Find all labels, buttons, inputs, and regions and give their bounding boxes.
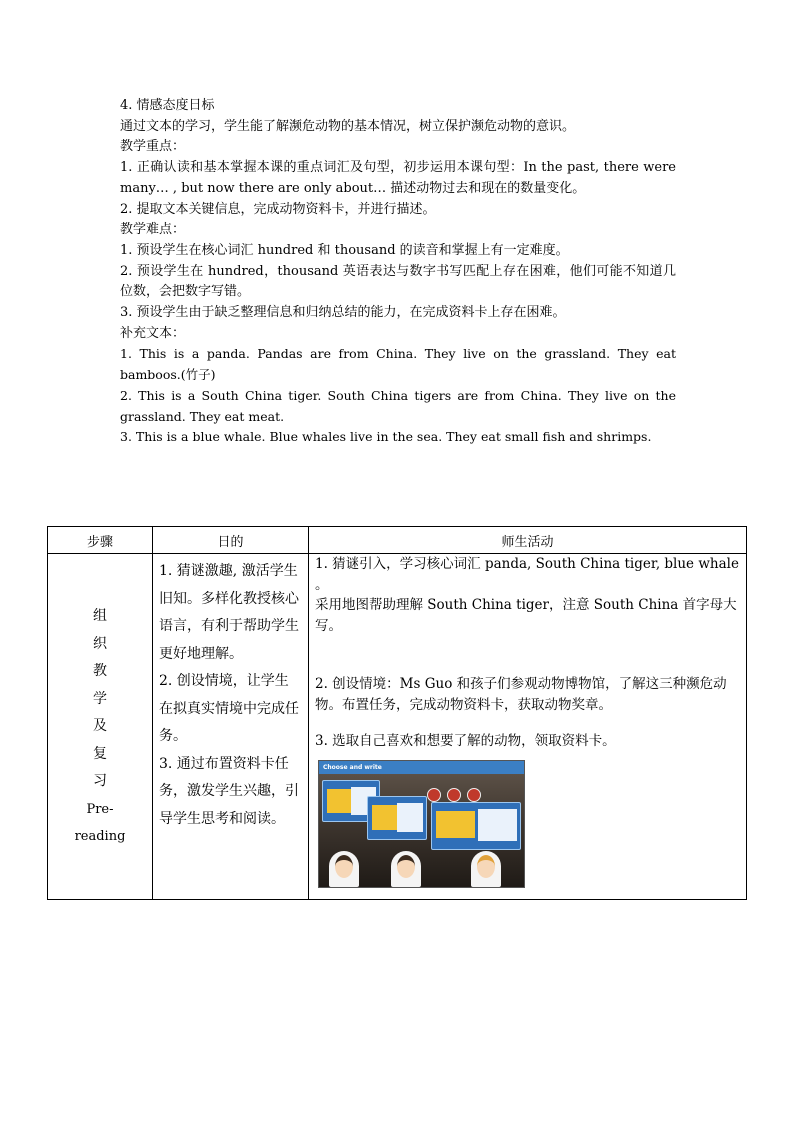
- step-char: 织: [93, 635, 107, 652]
- screenshot-header: Choose and write: [319, 761, 524, 774]
- header-activity: 师生活动: [309, 527, 747, 554]
- step-char: 组: [93, 608, 107, 625]
- step-char: 习: [93, 773, 107, 790]
- step-en: Pre-: [86, 801, 114, 817]
- medal-icon: [447, 788, 461, 802]
- text-block: [120, 96, 676, 448]
- key-point-2: 2. 提取文本关键信息，完成动物资料卡，并进行描述。: [120, 201, 436, 217]
- difficulties-heading: 教学难点：: [120, 222, 186, 238]
- medal-icon: [467, 788, 481, 802]
- step-char: 及: [93, 718, 107, 735]
- supplement-1: 1. This is a panda. Pandas are from China. They live on the grassland. They eat bamboos.(竹子): [120, 346, 676, 383]
- difficulty-2: 2. 预设学生在 hundred，thousand 英语表达与数字书写匹配上存在困难，他们可能不知道几位数，会把数字写错。: [120, 263, 676, 300]
- key-points-heading: 教学重点：: [120, 139, 186, 155]
- info-card: [367, 796, 427, 840]
- museum-background: [319, 774, 524, 887]
- header-step: 步骤: [48, 527, 153, 554]
- step-label: [75, 603, 126, 850]
- step-en: reading: [74, 828, 126, 844]
- purpose-3: 3. 通过布置资料卡任务，激发学生兴趣，引导学生思考和阅读。: [159, 755, 299, 827]
- header-purpose: 日的: [153, 527, 309, 554]
- difficulty-1: 1. 预设学生在核心词汇 hundred 和 thousand 的读音和掌握上有一定难度。: [120, 242, 569, 258]
- step-char: 学: [93, 690, 107, 707]
- supplement-heading: 补充文本：: [120, 325, 186, 341]
- activity-cell: [309, 554, 747, 900]
- activity-3: 3. 选取自己喜欢和想要了解的动物，领取资料卡。: [315, 733, 616, 749]
- lesson-table: [47, 526, 747, 900]
- key-point-1: 1. 正确认读和基本掌握本课的重点词汇及句型，初步运用本课句型：In the past, there were many… , but now there are only about… 描述动物过去和现在的数量变化。: [120, 160, 676, 196]
- purpose-1: 1. 猜谜激趣, 激活学生旧知。多样化教授核心语言，有利于帮助学生更好地理解。: [159, 563, 299, 662]
- goals-text: 通过文本的学习，学生能了解濒危动物的基本情况，树立保护濒危动物的意识。: [120, 118, 576, 134]
- supplement-3: 3. This is a blue whale. Blue whales live in the sea. They eat small fish and shrimps.: [120, 429, 652, 445]
- purpose-2: 2. 创设情境，让学生在拟真实情境中完成任务。: [159, 673, 299, 744]
- step-char: 复: [93, 745, 107, 762]
- student-avatar: [391, 851, 421, 887]
- medal-icon: [427, 788, 441, 802]
- student-avatar: [329, 851, 359, 887]
- goals-heading: 4. 情感态度日标: [120, 98, 215, 113]
- table-header-row: [48, 527, 747, 554]
- supplement-2: 2. This is a South China tiger. South China tigers are from China. They live on the grassland. They eat meat.: [120, 387, 676, 424]
- student-avatar: [471, 851, 501, 887]
- activity-1: 1. 猜谜引入，学习核心词汇 panda, South China tiger, blue whale 。: [315, 556, 739, 593]
- activity-2: 2. 创设情境：Ms Guo 和孩子们参观动物博物馆，了解这三种濒危动物。布置任务，完成动物资料卡，获取动物奖章。: [315, 676, 727, 713]
- activity-1b: 采用地图帮助理解 South China tiger，注意 South China 首字母大写。: [315, 597, 737, 634]
- table-row: [48, 554, 747, 900]
- info-card: [431, 802, 521, 850]
- purpose-cell: [153, 554, 309, 900]
- step-cell: [48, 554, 153, 900]
- difficulty-3: 3. 预设学生由于缺乏整理信息和归纳总结的能力，在完成资料卡上存在困难。: [120, 305, 566, 321]
- step-char: 教: [93, 663, 107, 680]
- lesson-screenshot: [318, 760, 525, 888]
